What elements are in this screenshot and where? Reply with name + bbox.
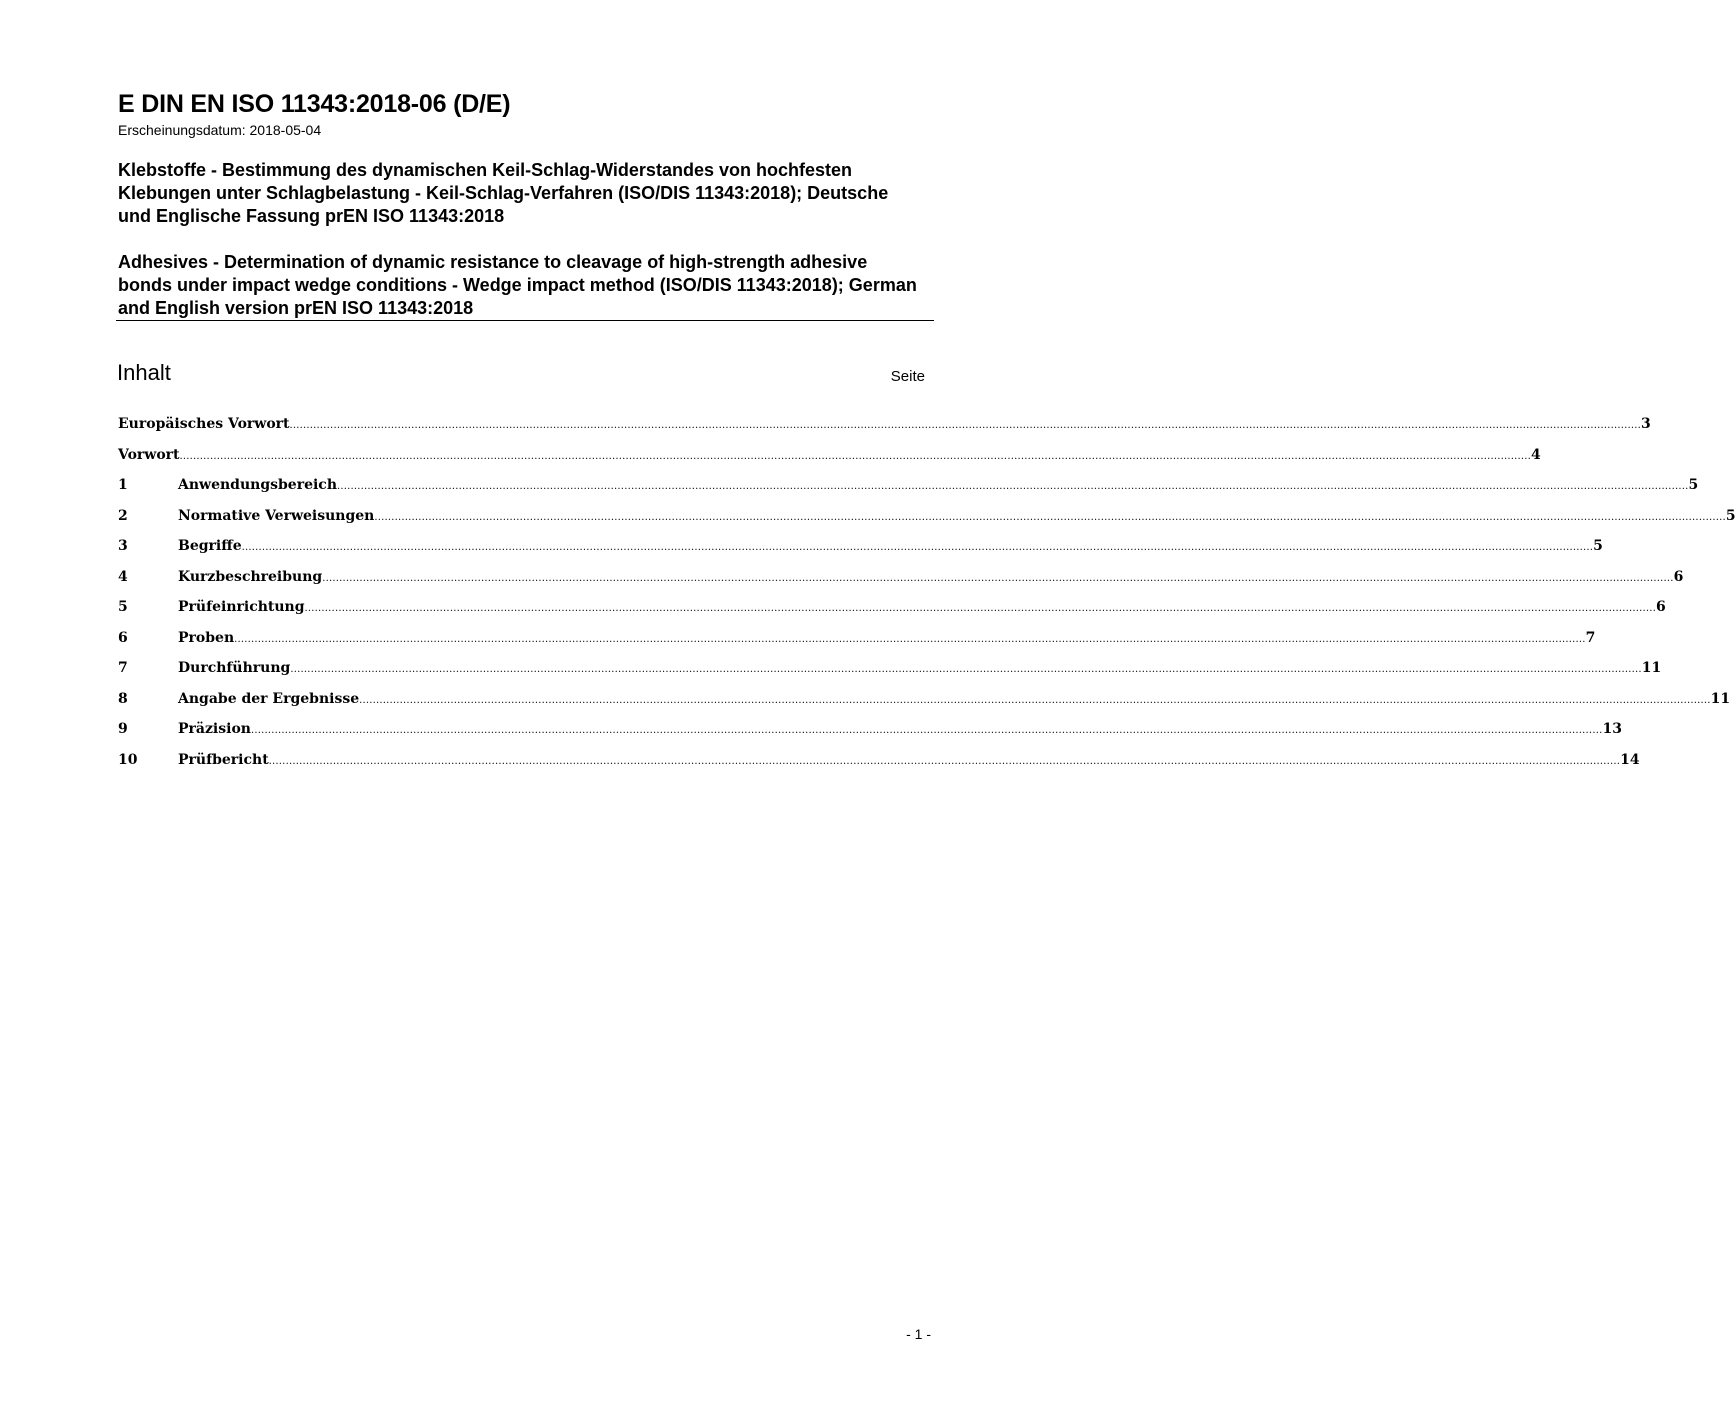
table-of-contents [118,416,1736,782]
toc-entry-number: 7 [118,660,128,676]
toc-dot-leader: ................................................................................................................................................................................................................................................................................................................................................................................................................ [268,755,1621,767]
toc-dot-leader: ................................................................................................................................................................................................................................................................................................................................................................................................................ [337,481,1689,492]
toc-entry-title: Kurzbeschreibung [178,568,323,585]
toc-entry-pruefeinrichtung[interactable] [118,599,1666,630]
toc-dot-leader: ................................................................................................................................................................................................................................................................................................................................................................................................................ [250,725,1603,736]
toc-entry-number: 1 [118,477,128,493]
toc-entry-title: Normative Verweisungen [178,507,375,524]
toc-entry-page: 5 [1725,507,1736,524]
toc-entry-anwendungsbereich[interactable] [118,477,1699,508]
toc-page-column-heading: Seite [890,368,925,385]
toc-entry-angabe-der-ergebnisse[interactable] [118,690,1731,722]
toc-entry-page: 6 [1656,599,1666,615]
toc-entry-title: Begriffe [178,538,242,554]
toc-entry-page: 5 [1593,538,1603,554]
toc-entry-number: 8 [118,690,128,707]
title-english: Adhesives - Determination of dynamic resistance to cleavage of high-strength adhesive bonds under impact wedge conditions - Wedge impact method (ISO/DIS 11343:2018); German and English version prEN ISO 11343:2018 [118,252,917,318]
toc-entry-vorwort[interactable] [118,446,1541,478]
toc-entry-title: Angabe der Ergebnisse [178,690,360,707]
document-id: E DIN EN ISO 11343:2018-06 (D/E) [118,90,511,118]
toc-entry-title: Prüfeinrichtung [178,599,305,615]
toc-entry-page: 6 [1673,568,1684,585]
toc-entry-durchfuehrung[interactable] [118,660,1662,691]
toc-entry-pruefbericht[interactable] [118,751,1640,783]
toc-entry-title: Europäisches Vorwort [118,416,290,432]
toc-dot-leader: ................................................................................................................................................................................................................................................................................................................................................................................................................ [304,603,1657,614]
toc-dot-leader: ................................................................................................................................................................................................................................................................................................................................................................................................................ [290,664,1642,675]
toc-dot-leader: ................................................................................................................................................................................................................................................................................................................................................................................................................ [234,633,1586,645]
toc-entry-title: Anwendungsbereich [178,477,337,493]
toc-entry-page: 4 [1531,446,1541,463]
toc-entry-number: 4 [118,568,128,585]
toc-dot-leader: ................................................................................................................................................................................................................................................................................................................................................................................................................ [179,450,1532,462]
toc-dot-leader: ................................................................................................................................................................................................................................................................................................................................................................................................................ [359,694,1711,706]
toc-entry-title: Prüfbericht [178,751,269,768]
toc-entry-title: Präzision [178,721,251,737]
toc-entry-praezision[interactable] [118,721,1622,752]
toc-entry-page: 11 [1710,690,1731,707]
toc-entry-page: 5 [1688,477,1699,493]
toc-entry-page: 3 [1641,416,1651,432]
toc-dot-leader: ................................................................................................................................................................................................................................................................................................................................................................................................................ [241,542,1594,553]
toc-entry-page: 13 [1602,721,1622,737]
toc-entry-number: 3 [118,538,128,554]
toc-entry-title: Durchführung [178,660,291,676]
toc-heading: Inhalt [117,360,171,385]
toc-entry-page: 14 [1620,751,1640,768]
toc-dot-leader: ................................................................................................................................................................................................................................................................................................................................................................................................................ [322,572,1674,584]
toc-entry-europaeisches-vorwort[interactable] [118,416,1651,447]
release-date: Erscheinungsdatum: 2018-05-04 [118,122,322,138]
toc-entry-begriffe[interactable] [118,538,1603,569]
title-divider [116,320,934,321]
toc-entry-title: Proben [178,629,235,646]
toc-entry-kurzbeschreibung[interactable] [118,568,1684,600]
toc-dot-leader: ................................................................................................................................................................................................................................................................................................................................................................................................................ [289,420,1641,431]
toc-entry-number: 6 [118,629,128,646]
toc-dot-leader: ................................................................................................................................................................................................................................................................................................................................................................................................................ [374,511,1726,523]
toc-entry-normative-verweisungen[interactable] [118,507,1736,539]
toc-entry-number: 5 [118,599,128,615]
toc-entry-proben[interactable] [118,629,1596,661]
toc-entry-number: 2 [118,507,128,524]
toc-entry-number: 10 [118,751,138,768]
page-number: - 1 - [906,1326,931,1342]
toc-entry-number: 9 [118,721,128,737]
title-german: Klebstoffe - Bestimmung des dynamischen Keil-Schlag-Widerstandes von hochfesten Klebungen unter Schlagbelastung - Keil-Schlag-Verfahren (ISO/DIS 11343:2018); Deutsche und Englische Fassung prEN ISO 11343:2018 [118,160,889,226]
toc-entry-title: Vorwort [118,446,180,463]
toc-entry-page: 11 [1641,660,1662,676]
toc-entry-page: 7 [1585,629,1596,646]
